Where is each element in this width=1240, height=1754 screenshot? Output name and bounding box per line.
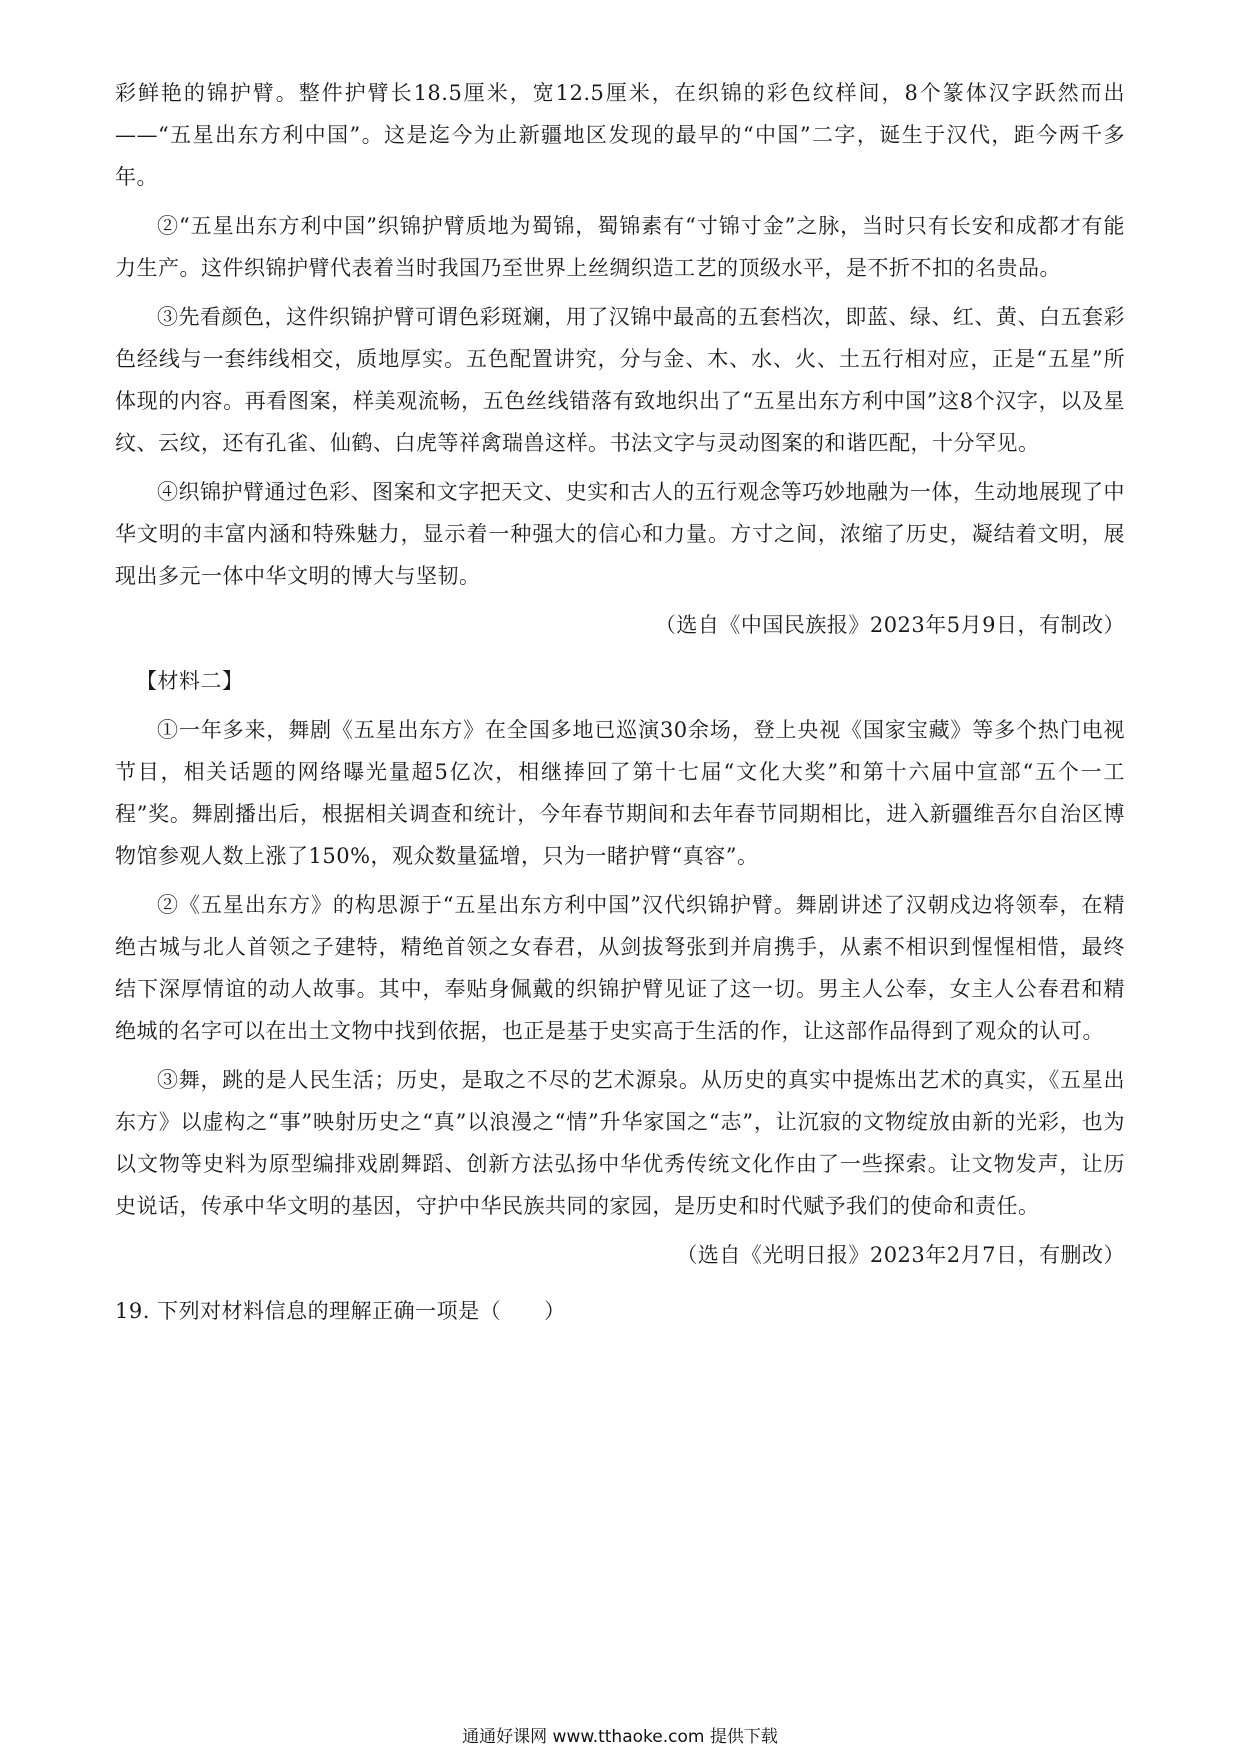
- material1-paragraph-2: ②“五星出东方利中国”织锦护臂质地为蜀锦，蜀锦素有“寸锦寸金”之脉，当时只有长安和成都才有能力生产。这件织锦护臂代表着当时我国乃至世界上丝绸织造工艺的顶级水平，是不折不扣的名贵品。: [115, 214, 1125, 280]
- material1-source: （选自《中国民族报》2023年5月9日，有制改）: [654, 613, 1125, 637]
- question-19: 19. 下列对材料信息的理解正确一项是（ ）: [115, 1299, 566, 1323]
- material2-source: （选自《光明日报》2023年2月7日，有删改）: [676, 1243, 1125, 1267]
- material1-paragraph-3: ③先看颜色，这件织锦护臂可谓色彩斑斓，用了汉锦中最高的五套档次，即蓝、绿、红、黄、白五套彩色经线与一套纬线相交，质地厚实。五色配置讲究，分与金、木、水、火、土五行相对应，正是“五星”所体现的内容。再看图案，样美观流畅，五色丝线错落有致地织出了“五星出东方利中国”这8个汉字，以及星纹、云纹，还有孔雀、仙鹤、白虎等祥禽瑞兽这样。书法文字与灵动图案的和谐匹配，十分罕见。: [115, 305, 1125, 455]
- material2-paragraph-3: ③舞，跳的是人民生活；历史，是取之不尽的艺术源泉。从历史的真实中提炼出艺术的真实，《五星出东方》以虚构之“事”映射历史之“真”以浪漫之“情”升华家国之“志”，让沉寂的文物绽放由新的光彩，也为以文物等史料为原型编排戏剧舞蹈、创新方法弘扬中华优秀传统文化作由了一些探索。让文物发声，让历史说话，传承中华文明的基因，守护中华民族共同的家园，是历史和时代赋予我们的使命和责任。: [115, 1068, 1125, 1218]
- page-footer: 通通好课网 www.tthaoke.com 提供下载: [462, 1727, 778, 1747]
- document-content: [115, 72, 1125, 1332]
- material2-heading: 【材料二】: [136, 669, 244, 693]
- material1-paragraph-continuation: 彩鲜艳的锦护臂。整件护臂长18.5厘米，宽12.5厘米，在织锦的彩色纹样间，8个篆体汉字跃然而出——“五星出东方利中国”。这是迄今为止新疆地区发现的最早的“中国”二字，诞生于汉代，距今两千多年。: [115, 81, 1125, 189]
- material2-paragraph-2: ②《五星出东方》的构思源于“五星出东方利中国”汉代织锦护臂。舞剧讲述了汉朝戍边将领奉，在精绝古城与北人首领之子建特，精绝首领之女春君，从剑拔弩张到并肩携手，从素不相识到惺惺相惜，最终结下深厚情谊的动人故事。其中，奉贴身佩戴的织锦护臂见证了这一切。男主人公奉，女主人公春君和精绝城的名字可以在出土文物中找到依据，也正是基于史实高于生活的作，让这部作品得到了观众的认可。: [115, 893, 1125, 1043]
- material2-paragraph-1: ①一年多来，舞剧《五星出东方》在全国多地已巡演30余场，登上央视《国家宝藏》等多个热门电视节目，相关话题的网络曝光量超5亿次，相继捧回了第十七届“文化大奖”和第十六届中宣部“五个一工程”奖。舞剧播出后，根据相关调查和统计，今年春节期间和去年春节同期相比，进入新疆维吾尔自治区博物馆参观人数上涨了150%，观众数量猛增，只为一睹护臂“真容”。: [115, 718, 1125, 868]
- material1-paragraph-4: ④织锦护臂通过色彩、图案和文字把天文、史实和古人的五行观念等巧妙地融为一体，生动地展现了中华文明的丰富内涵和特殊魅力，显示着一种强大的信心和力量。方寸之间，浓缩了历史，凝结着文明，展现出多元一体中华文明的博大与坚韧。: [115, 480, 1125, 588]
